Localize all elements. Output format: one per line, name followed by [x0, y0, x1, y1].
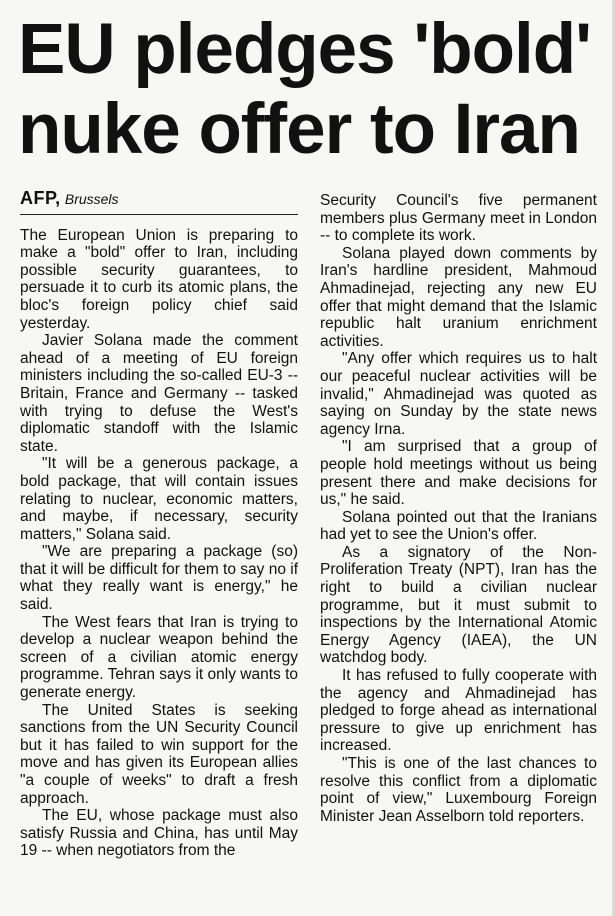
byline-agency: AFP, — [20, 188, 61, 208]
paragraph: The European Union is preparing to make a "bold" offer to Iran, including possible security guarantees, to persuade it to curb its atomic plans, the bloc's foreign policy chief said yesterday. — [20, 226, 298, 332]
paragraph: It has refused to fully cooperate with the agency and Ahmadinejad has pledged to forge ahead as international pressure to give up enrichment has increased. — [320, 667, 597, 755]
paragraph: "It will be a generous package, a bold package, that will contain issues relating to nuclear, economic matters, and maybe, if necessary, security matters," Solana said. — [20, 455, 298, 543]
article-column-left — [20, 190, 298, 860]
paragraph: "Any offer which requires us to halt our peaceful nuclear activities will be invalid," Ahmadinejad was quoted as saying on Sunday by the state news agency Irna. — [320, 350, 597, 438]
paragraph: Javier Solana made the comment ahead of a meeting of EU foreign ministers including the so-called EU-3 -- Britain, France and Germany -- tasked with trying to defuse the West's diplomatic standoff with the Islamic state. — [20, 332, 298, 455]
paragraph: The United States is seeking sanctions from the UN Security Council but it has failed to win support for the move and has given its European allies "a couple of weeks" to draft a fresh approach. — [20, 701, 298, 807]
paragraph: The EU, whose package must also satisfy Russia and China, has until May 19 -- when negotiators from the — [20, 807, 298, 860]
paragraph: Security Council's five permanent members plus Germany meet in London -- to complete its work. — [320, 192, 597, 245]
paragraph: Solana played down comments by Iran's hardline president, Mahmoud Ahmadinejad, rejecting any new EU offer that might demand that the Islamic republic halt uranium enrichment activities. — [320, 244, 597, 350]
paragraph: As a signatory of the Non-Proliferation Treaty (NPT), Iran has the right to build a civilian nuclear programme, but it must submit to inspections by the International Atomic Energy Agency (IAEA), the UN watchdog body. — [320, 543, 597, 667]
article-column-right — [320, 192, 597, 825]
paragraph: "This is one of the last chances to resolve this conflict from a diplomatic point of view," Luxembourg Foreign Minister Jean Asselborn told reporters. — [320, 755, 597, 825]
headline: EU pledges 'bold' nuke offer to Iran — [18, 10, 591, 169]
paragraph: Solana pointed out that the Iranians had yet to see the Union's offer. — [320, 508, 597, 544]
byline — [20, 190, 298, 215]
paragraph: The West fears that Iran is trying to develop a nuclear weapon behind the screen of a civilian atomic energy programme. Tehran says it only wants to generate energy. — [20, 613, 298, 702]
paragraph: "I am surprised that a group of people hold meetings without us being present there and make decisions for us," he said. — [320, 438, 597, 509]
byline-city: Brussels — [64, 191, 119, 207]
paragraph: "We are preparing a package (so) that it will be difficult for them to say no if what they really want is energy," he said. — [20, 543, 298, 614]
